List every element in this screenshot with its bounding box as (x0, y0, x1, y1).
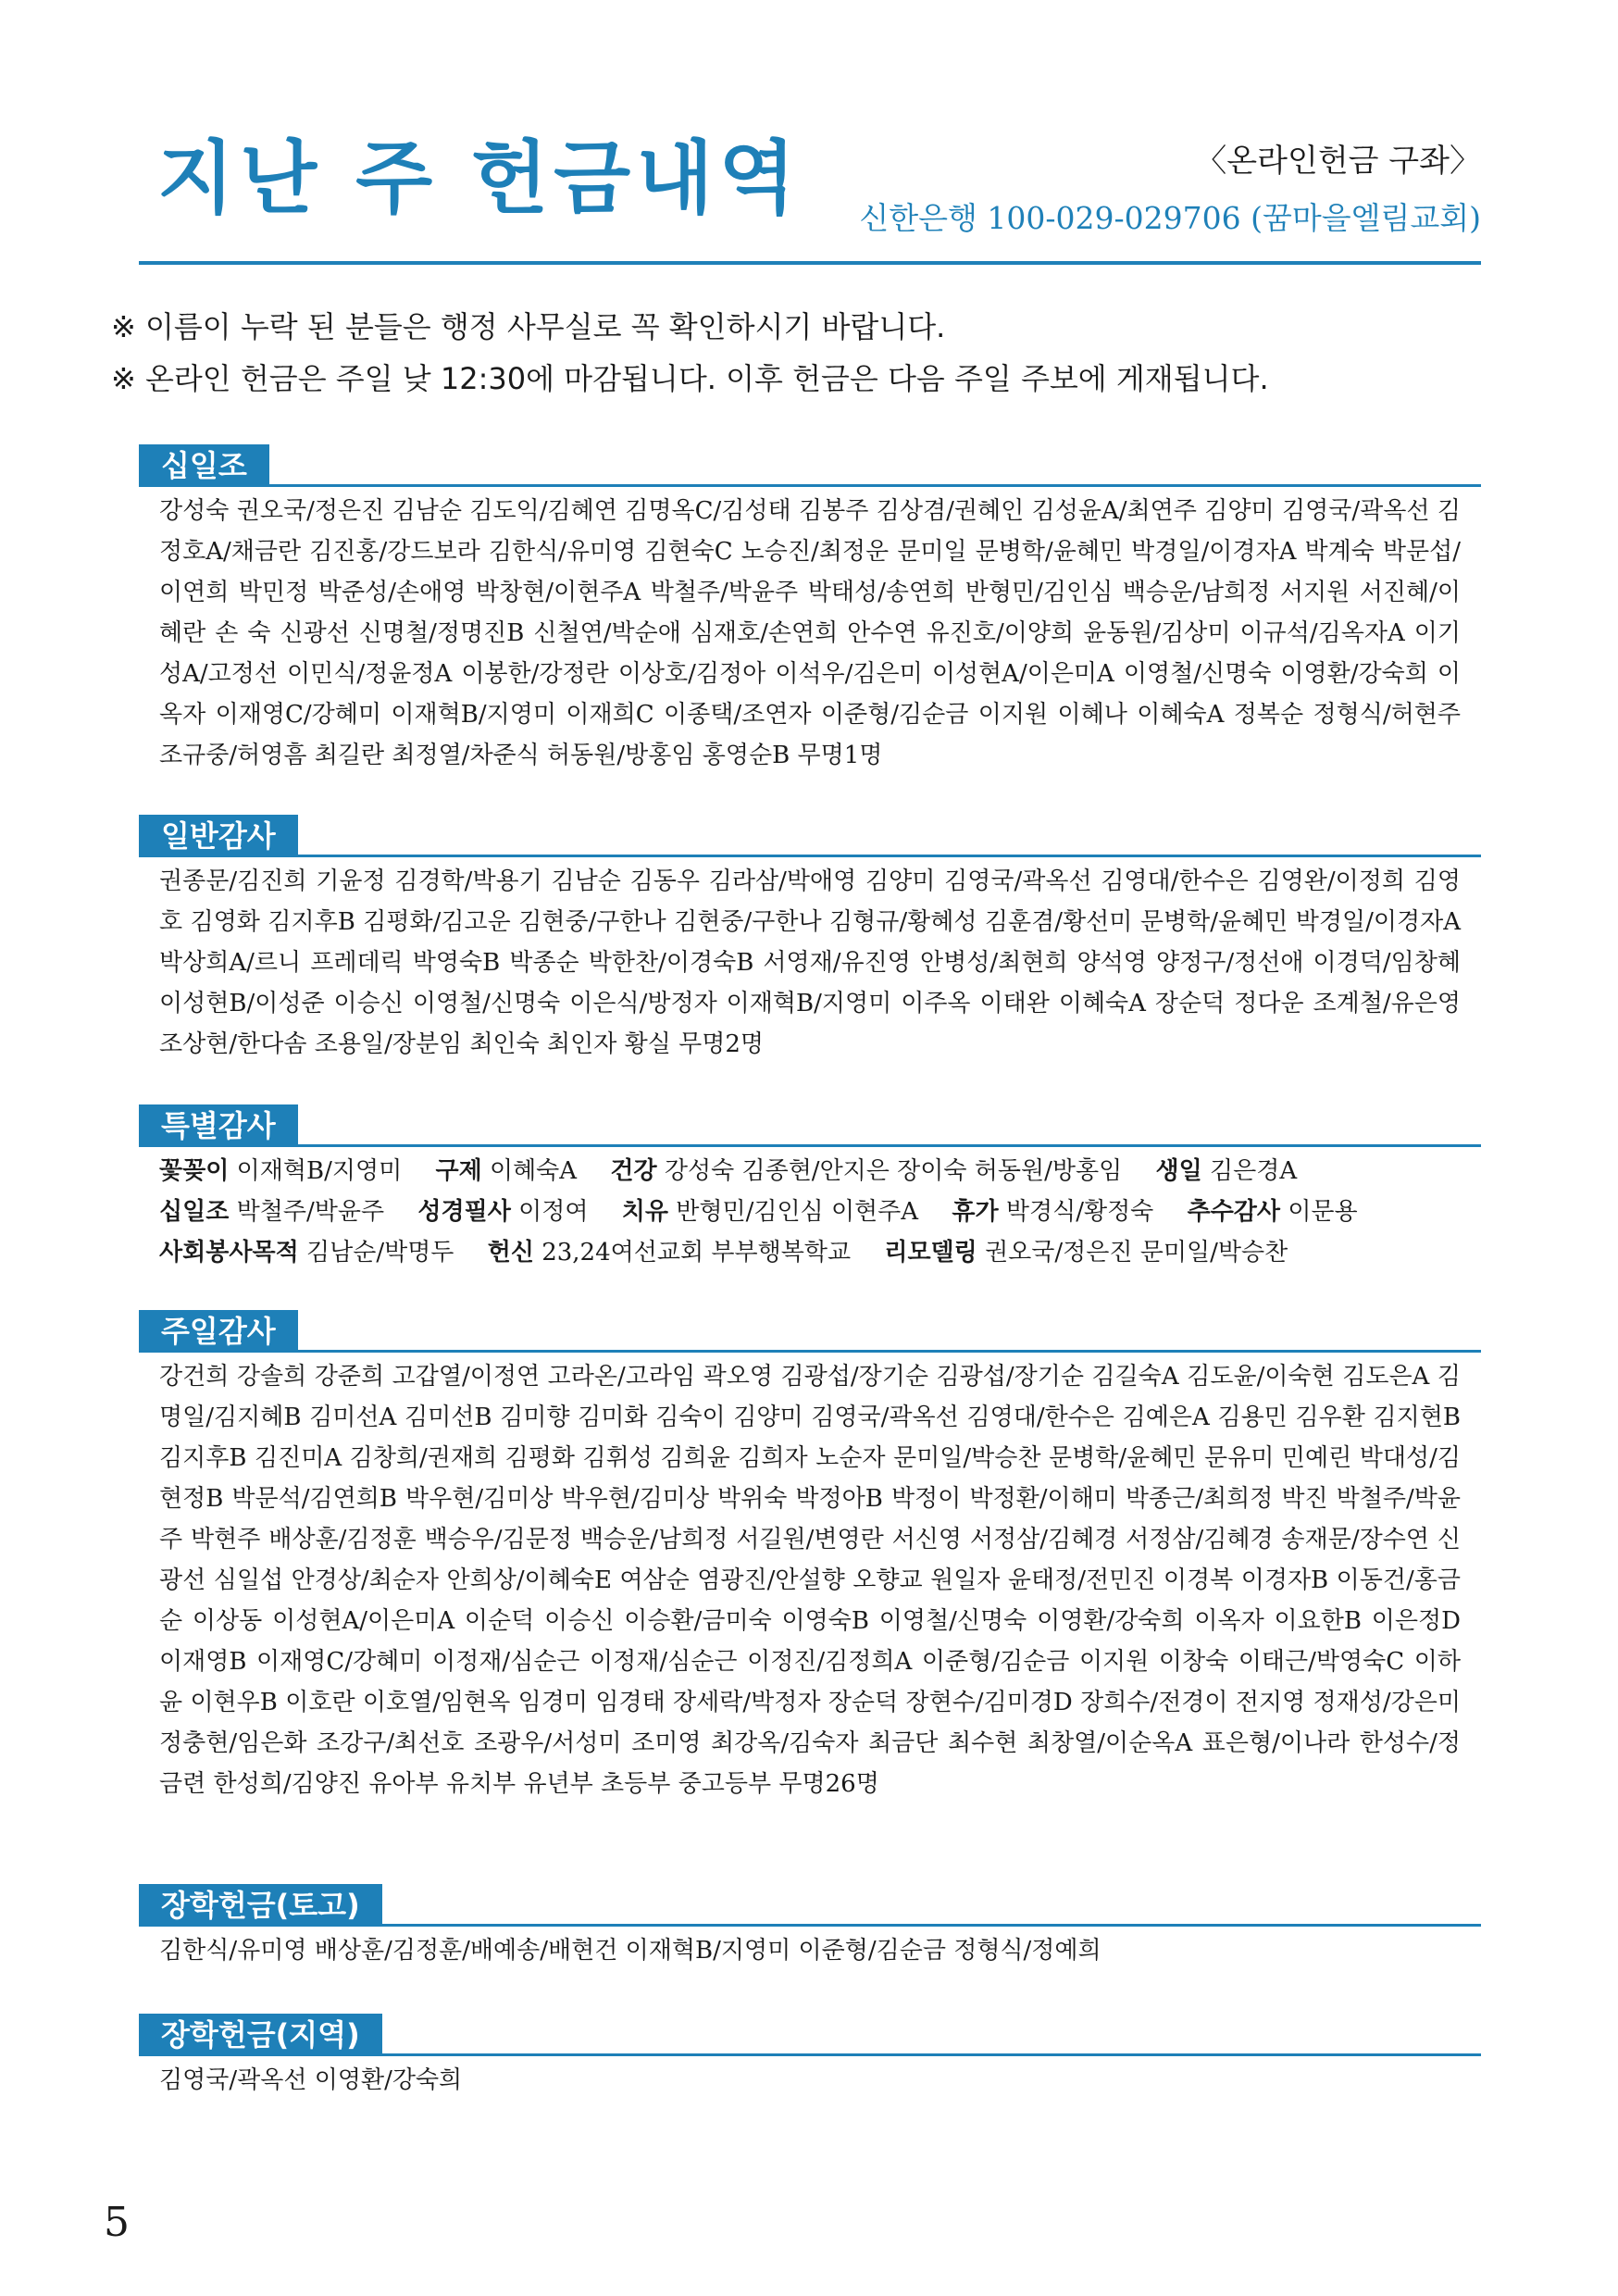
section-title: 장학헌금(토고) (139, 1884, 382, 1927)
special-category: 꽃꽂이 (159, 1157, 230, 1185)
special-item (159, 1239, 454, 1267)
section-scholarship-togo (139, 1884, 1481, 1971)
special-category: 치유 (621, 1198, 668, 1226)
scholarship-togo-names: 김한식/유미영 배상훈/김정훈/배예송/배현건 이재혁B/지영미 이준형/김순금 정형식/정예희 (159, 1937, 1101, 1965)
special-item (952, 1198, 1153, 1226)
scholarship-local-names: 김영국/곽옥선 이영환/강숙희 (159, 2066, 463, 2094)
section-title: 특별감사 (139, 1104, 298, 1147)
special-item (622, 1198, 918, 1226)
section-special-thanks (139, 1104, 1481, 1273)
section-title: 장학헌금(지역) (139, 2014, 382, 2056)
special-names: 이정여 (518, 1198, 589, 1226)
special-item (159, 1198, 384, 1226)
special-category: 추수감사 (1187, 1198, 1281, 1226)
section-title: 십일조 (139, 444, 269, 487)
section-header (139, 1310, 1481, 1353)
section-title: 일반감사 (139, 815, 298, 857)
special-row (159, 1192, 1461, 1232)
general-thanks-names: 권종문/김진희 기윤정 김경학/박용기 김남순 김동우 김라삼/박애영 김양미 김영국/곽옥선 김영대/한수은 김영완/이정희 김영호 김영화 김지후B 김평화/김고운 김현중/구한나 김현중/구한나 김형규/황혜성 김훈겸/황선미 문병학/윤혜민 박경일/이경자A 박상희A/르니 프레데릭 박영숙B 박종순 박한찬/이경숙B 서영재/유진영 안병성/최현희 양석영 양정구/정선애 이경덕/임창혜 이성현B/이성준 이승신 이영철/신명숙 이은식/방정자 이재혁B/지영미 이주옥 이태완 이혜숙A 장순덕 정다운 조계철/유은영 조상현/한다솜 조용일/장분임 최인숙 최인자 황실 무명2명 (159, 867, 1461, 1058)
section-divider (139, 484, 1481, 487)
tithe-names: 강성숙 권오국/정은진 김남순 김도익/김혜연 김명옥C/김성태 김봉주 김상겸/권혜인 김성윤A/최연주 김양미 김영국/곽옥선 김정호A/채금란 김진홍/강드보라 김한식/유미영 김현숙C 노승진/최정운 문미일 문병학/윤혜민 박경일/이경자A 박계숙 박문섭/이연희 박민정 박준성/손애영 박창현/이현주A 박철주/박윤주 박태성/송연희 반형민/김인심 백승운/남희정 서지원 서진혜/이혜란 손 숙 신광선 신명철/정명진B 신철연/박순애 심재호/손연희 안수연 유진호/이양희 윤동원/김상미 이규석/김옥자A 이기성A/고정선 이민식/정윤정A 이봉한/강정란 이상호/김정아 이석우/김은미 이성현A/이은미A 이영철/신명숙 이영환/강숙희 이옥자 이재영C/강혜미 이재혁B/지영미 이재희C 이종택/조연자 이준형/김순금 이지원 이혜나 이혜숙A 정복순 정형식/허현주 조규중/허영흠 최길란 최정열/차준식 허동원/방홍임 홍영순B 무명1명 (159, 497, 1461, 769)
section-sunday-thanks (139, 1310, 1481, 1804)
section-header (139, 2014, 1481, 2056)
page-header (139, 120, 1481, 268)
special-category: 휴가 (952, 1198, 999, 1226)
special-item (610, 1157, 1122, 1185)
section-tithe (139, 444, 1481, 776)
notice-online-deadline: ※ 온라인 헌금은 주일 낮 12:30에 마감됩니다. 이후 헌금은 다음 주일 주보에 게재됩니다. (111, 361, 1269, 396)
special-names: 권오국/정은진 문미일/박승찬 (985, 1239, 1288, 1267)
special-category: 헌신 (487, 1239, 534, 1267)
notice-list (111, 301, 1481, 405)
bank-account-info: 신한은행 100-029-029706 (꿈마을엘림교회) (859, 200, 1481, 236)
section-header (139, 1884, 1481, 1927)
special-item (884, 1239, 1288, 1267)
special-names: 반형민/김인심 이현주A (676, 1198, 919, 1226)
special-item (488, 1239, 851, 1267)
special-category: 생일 (1155, 1157, 1202, 1185)
special-category: 리모델링 (884, 1239, 977, 1267)
header-divider (139, 261, 1481, 265)
section-divider (139, 855, 1481, 857)
special-names: 23,24여선교회 부부행복학교 (541, 1239, 852, 1267)
special-category: 구제 (435, 1157, 482, 1185)
page-title: 지난 주 헌금내역 (157, 132, 802, 225)
special-row (159, 1232, 1461, 1273)
sunday-thanks-names: 강건희 강솔희 강준희 고갑열/이정연 고라온/고라임 곽오영 김광섭/장기순 김광섭/장기순 김길숙A 김도윤/이숙현 김도은A 김명일/김지혜B 김미선A 김미선B 김미향 김미화 김숙이 김양미 김영국/곽옥선 김영대/한수은 김예은A 김용민 김우환 김지현B 김지후B 김진미A 김창희/권재희 김평화 김휘성 김희윤 김희자 노순자 문미일/박승찬 문병학/윤혜민 문유미 민예린 박대성/김현정B 박문석/김연희B 박우현/김미상 박우현/김미상 박위숙 박정아B 박정이 박정환/이해미 박종근/최희정 박진 박철주/박윤주 박현주 배상훈/김정훈 백승우/김문정 백승운/남희정 서길원/변영란 서신영 서정삼/김혜경 서정삼/김혜경 송재문/장수연 신광선 심일섭 안경상/최순자 안희상/이혜숙E 여삼순 염광진/안설향 오향교 원일자 윤태정/전민진 이경복 이경자B 이동건/홍금순 이상동 이성현A/이은미A 이순덕 이승신 이승환/금미숙 이영숙B 이영철/신명숙 이영환/강숙희 이옥자 이요한B 이은정D 이재영B 이재영C/강혜미 이정재/심순근 이정재/심순근 이정진/김정희A 이준형/김순금 이지원 이창숙 이태근/박영숙C 이하윤 이현우B 이호란 이호열/임현옥 임경미 임경태 장세락/박정자 장순덕 장현수/김미경D 장희수/전경이 전지영 정재성/강은미 정충현/임은화 조강구/최선호 조광우/서성미 조미영 최강옥/김숙자 최금단 최수현 최창열/이순옥A 표은형/이나라 한성수/정금련 한성희/김양진 유아부 유치부 유년부 초등부 중고등부 무명26명 (159, 1363, 1461, 1798)
special-names: 강성숙 김종현/안지은 장이숙 허동원/방홍임 (664, 1157, 1123, 1185)
special-item (417, 1198, 588, 1226)
special-names: 김은경A (1210, 1157, 1298, 1185)
special-item (159, 1157, 402, 1185)
special-thanks-list (139, 1147, 1481, 1273)
special-item (1156, 1157, 1298, 1185)
special-names: 이재혁B/지영미 (236, 1157, 403, 1185)
page-number: 5 (104, 2199, 130, 2246)
special-category: 성경필사 (417, 1198, 511, 1226)
special-names: 김남순/박명두 (305, 1239, 454, 1267)
online-offering-label: 〈온라인헌금 구좌〉 (1195, 143, 1481, 180)
special-category: 십일조 (159, 1198, 230, 1226)
section-general-thanks (139, 815, 1481, 1065)
special-names: 박경식/황정숙 (1005, 1198, 1154, 1226)
special-names: 박철주/박윤주 (236, 1198, 385, 1226)
section-header (139, 1104, 1481, 1147)
section-divider (139, 1350, 1481, 1353)
section-divider (139, 1144, 1481, 1147)
section-scholarship-local (139, 2014, 1481, 2101)
special-item (435, 1157, 577, 1185)
special-item (1188, 1198, 1358, 1226)
notice-missing-name: ※ 이름이 누락 된 분들은 행정 사무실로 꼭 확인하시기 바랍니다. (111, 309, 946, 344)
special-names: 이문용 (1288, 1198, 1358, 1226)
special-names: 이혜숙A (489, 1157, 578, 1185)
section-header (139, 815, 1481, 857)
section-header (139, 444, 1481, 487)
section-title: 주일감사 (139, 1310, 298, 1353)
special-category: 건강 (610, 1157, 657, 1185)
special-row (159, 1151, 1461, 1192)
special-category: 사회봉사목적 (159, 1239, 299, 1267)
